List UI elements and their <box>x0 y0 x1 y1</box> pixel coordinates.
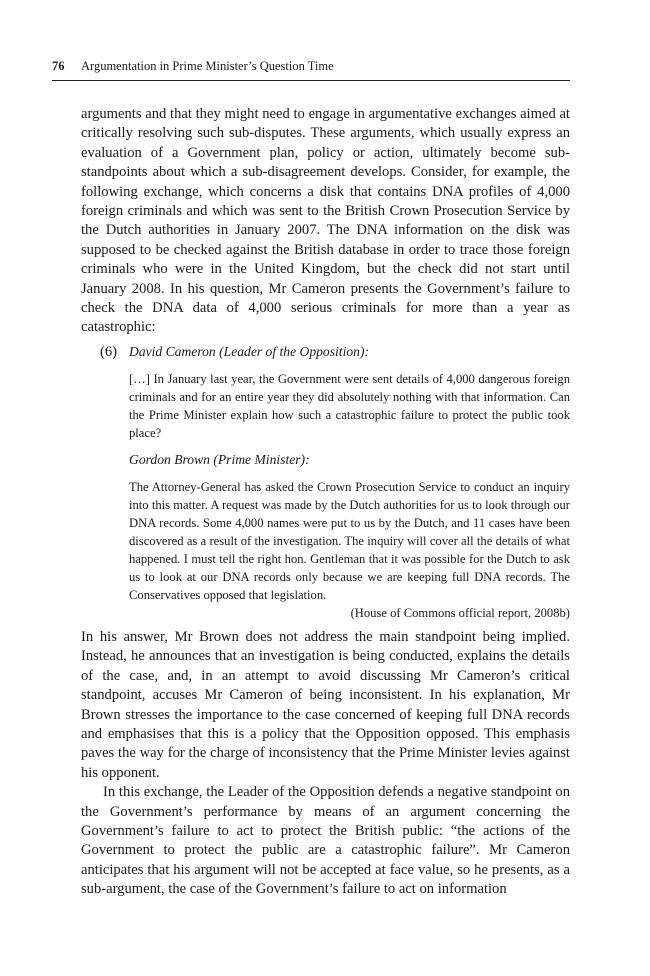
paragraph-2: In his answer, Mr Brown does not address the main standpoint being implied. Instead, he announces that an investigation is being conducted, explains the details of the case, and, in an attempt to avoid discussing Mr Cameron’s critical standpoint, accuses Mr Cameron of being inconsistent. In his explanation, Mr Brown stresses the importance to the case concerned of keeping full DNA records and emphasises that this is a policy that the Opposition opposed. This emphasis paves the way for the charge of inconsistency that the Prime Minister levies against his opponent. <box>81 628 570 781</box>
quote-cameron: […] In January last year, the Government were sent details of 4,000 dangerous foreign criminals and for an entire year they did absolutely nothing with that information. Can the Prime Minister explain how such a catastrophic failure to protect the public took place? <box>129 371 570 440</box>
page-number: 76 <box>52 59 65 73</box>
paragraph-3: In this exchange, the Leader of the Opposition defends a negative standpoint on the Government’s performance by means of an argument concerning the Government’s failure to act to protect the British public: “the actions of the Government to protect the public are a catastrophic failure”. Mr Cameron anticipates that his argument will not be accepted at face value, so he presents, as a sub-argument, the case of the Government’s failure to act on information <box>81 784 570 898</box>
speaker-brown: Gordon Brown (Prime Minister): <box>129 451 310 467</box>
quote-brown: The Attorney-General has asked the Crown Prosecution Service to conduct an inquiry into this matter. A request was made by the Dutch authorities for us to look through our DNA records. Some 4,000 names were put to us by the Dutch, and 11 cases have been discovered as a result of the investigation. The inquiry will cover all the details of what happened. I must tell the right hon. Gentleman that it was possible for the Dutch to ask us to look at our DNA records only because we are keeping full DNA records. The Conservatives opposed that legislation. <box>129 479 570 602</box>
page-body <box>81 105 570 900</box>
paragraph-1: arguments and that they might need to engage in argumentative exchanges aimed at critically resolving such sub-disputes. These arguments, which usually express an evaluation of a Government plan, policy or action, ultimately become sub-standpoints about which a sub-disagreement develops. Consider, for example, the following exchange, which concerns a disk that contains DNA profiles of 4,000 foreign criminals and which was sent to the British Crown Prosecution Service by the Dutch authorities in January 2007. The DNA information on the disk was supposed to be checked against the British database in order to trace those foreign criminals who were in the United Kingdom, but the check did not start until January 2008. In his question, Mr Cameron presents the Government’s failure to check the DNA data of 4,000 serious criminals for more than a year as catastrophic: <box>81 106 570 336</box>
running-header <box>52 58 570 81</box>
example-number: (6) <box>100 343 118 360</box>
speaker-cameron: David Cameron (Leader of the Opposition): <box>129 343 370 359</box>
citation-source: (House of Commons official report, 2008b) <box>350 605 570 620</box>
running-title: Argumentation in Prime Minister’s Question Time <box>81 59 334 73</box>
example-block <box>81 343 570 622</box>
